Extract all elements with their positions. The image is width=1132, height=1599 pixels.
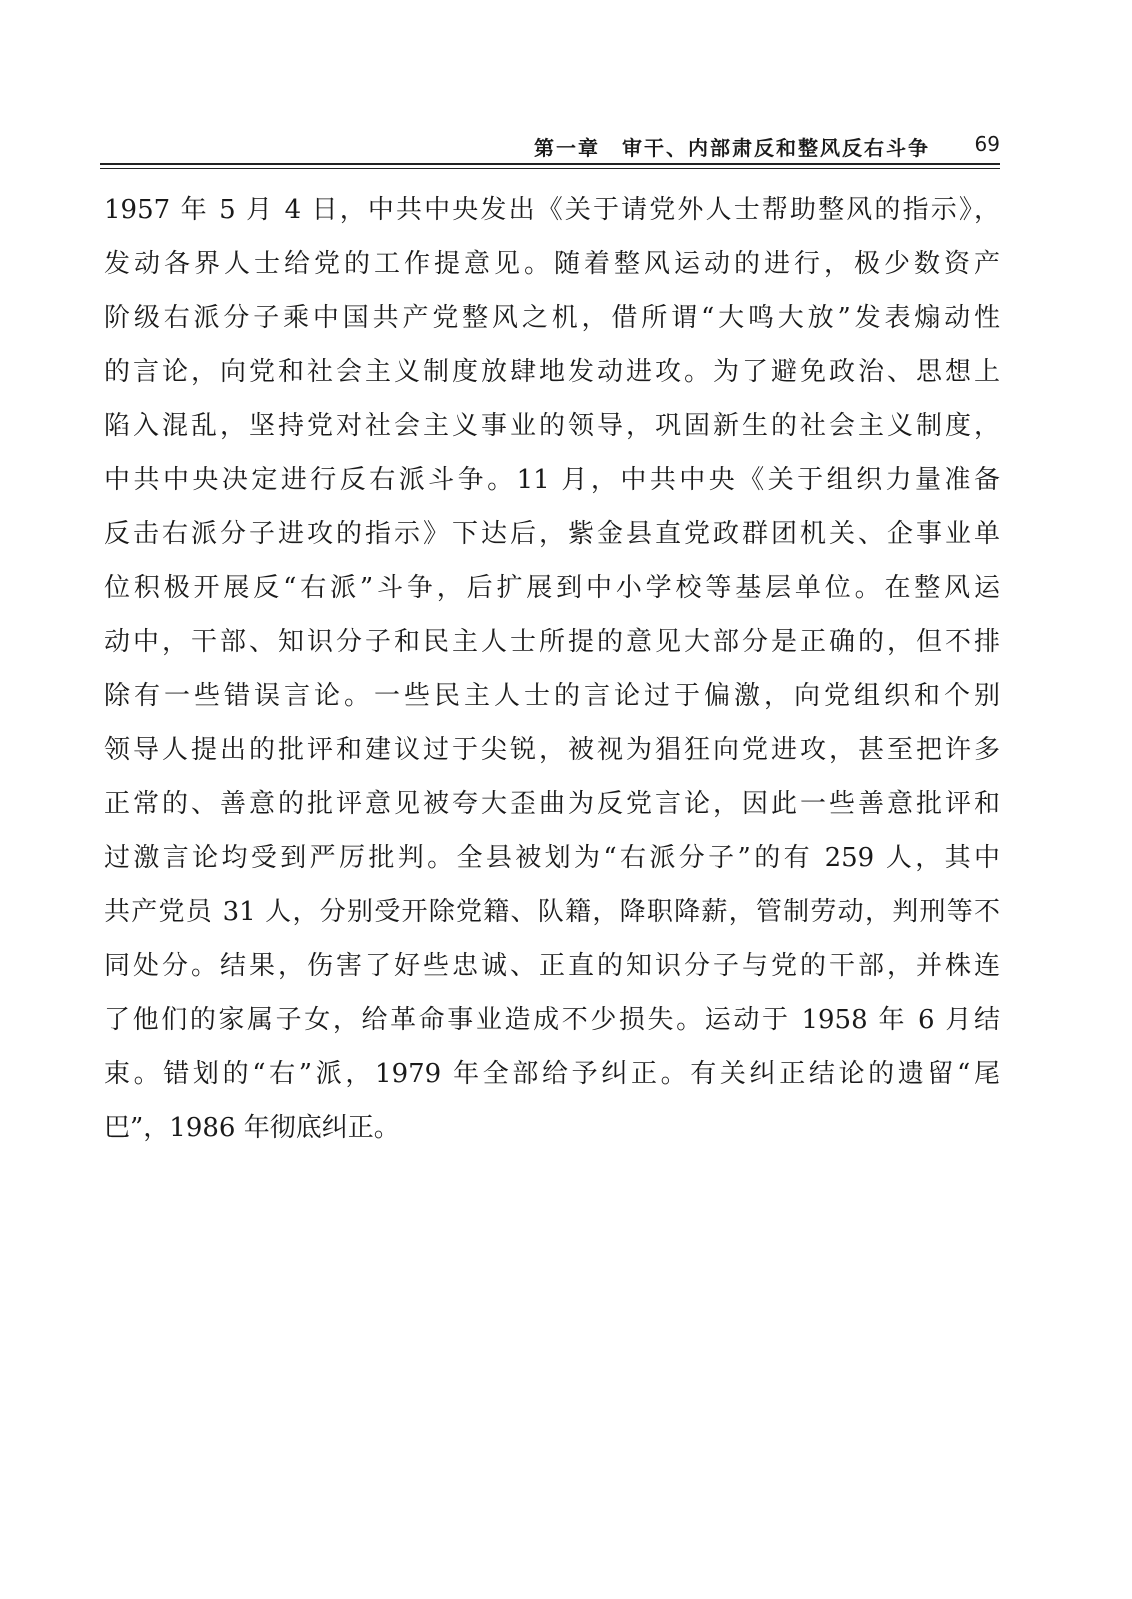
running-head: 第一章 审干、内部肃反和整风反右斗争 [534, 136, 930, 160]
text-line: 巴”，1986 年彻底纠正。 [104, 1113, 400, 1143]
header-rule-thick [100, 163, 1000, 165]
text-line: 共产党员 31 人，分别受开除党籍、队籍，降职降薪，管制劳动，判刑等不 [104, 897, 1000, 927]
text-line: 领导人提出的批评和建议过于尖锐，被视为猖狂向党进攻，甚至把许多 [104, 735, 1000, 765]
text-line: 的言论，向党和社会主义制度放肆地发动进攻。为了避免政治、思想上 [104, 357, 1000, 387]
text-line: 位积极开展反“右派”斗争，后扩展到中小学校等基层单位。在整风运 [104, 573, 1000, 603]
text-line: 1957 年 5 月 4 日，中共中央发出《关于请党外人士帮助整风的指示》， [104, 195, 1000, 225]
page-header [102, 130, 1000, 162]
text-line: 反击右派分子进攻的指示》下达后，紫金县直党政群团机关、企事业单 [104, 519, 1000, 549]
text-line: 束。错划的“右”派，1979 年全部给予纠正。有关纠正结论的遗留“尾 [104, 1059, 1000, 1089]
text-line: 正常的、善意的批评意见被夸大歪曲为反党言论，因此一些善意批评和 [104, 789, 1000, 819]
text-line: 过激言论均受到严厉批判。全县被划为“右派分子”的有 259 人，其中 [104, 843, 1000, 873]
text-line: 了他们的家属子女，给革命事业造成不少损失。运动于 1958 年 6 月结 [104, 1005, 1000, 1035]
text-line: 中共中央决定进行反右派斗争。11 月，中共中央《关于组织力量准备 [104, 465, 1000, 495]
page-number: 69 [974, 132, 1000, 156]
text-line: 除有一些错误言论。一些民主人士的言论过于偏激，向党组织和个别 [104, 681, 1000, 711]
body-paragraph [104, 183, 1000, 1155]
text-line: 阶级右派分子乘中国共产党整风之机，借所谓“大鸣大放”发表煽动性 [104, 303, 1000, 333]
text-line: 发动各界人士给党的工作提意见。随着整风运动的进行，极少数资产 [104, 249, 1000, 279]
text-line: 动中，干部、知识分子和民主人士所提的意见大部分是正确的，但不排 [104, 627, 1000, 657]
header-rule-thin [100, 168, 1000, 169]
text-line: 陷入混乱，坚持党对社会主义事业的领导，巩固新生的社会主义制度， [104, 411, 1000, 441]
text-line: 同处分。结果，伤害了好些忠诚、正直的知识分子与党的干部，并株连 [104, 951, 1000, 981]
